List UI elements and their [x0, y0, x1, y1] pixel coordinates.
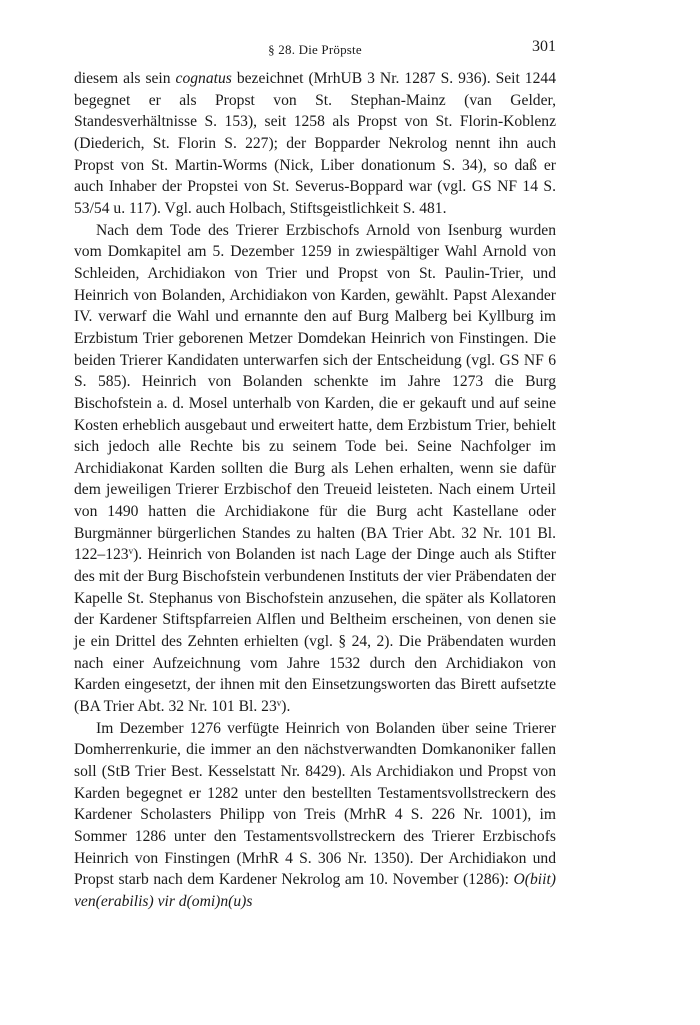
superscript: v — [128, 546, 134, 557]
paragraph-2 — [74, 220, 556, 718]
document-page — [74, 38, 556, 913]
italic-text: O(biit) ven(erabilis) vir d(omi)n(u)s — [74, 871, 556, 910]
running-title: § 28. Die Pröpste — [268, 42, 362, 57]
text-segment: ). — [281, 698, 291, 716]
text-segment: bezeichnet (MrhUB 3 Nr. 1287 S. 936). Seit 1244 begegnet er als Propst von St. Stephan-Mainz (van Gelder, Standesverhältnisse S. 153), seit 1258 als Propst von St. Florin-Koblenz (Diederich, St. Florin S. 227); der Bopparder Nekrolog nennt ihn auch Propst von St. Martin-Worms (Nick, Liber donationum S. 34), so daß er auch Inhaber der Propstei von St. Severus-Boppard war (vgl. GS NF 14 S. 53/54 u. 117). Vgl. auch Holbach, Stiftsgeistlichkeit S. 481. — [74, 70, 556, 217]
page-number: 301 — [532, 38, 556, 55]
text-segment: diesem als sein — [74, 70, 176, 87]
paragraph-1 — [74, 68, 556, 220]
text-segment: Im Dezember 1276 verfügte Heinrich von Bolanden über seine Trierer Domherrenkurie, die immer an den nächstverwandten Domkanoniker fallen soll (StB Trier Best. Kesselstatt Nr. 8429). Als Archidiakon und Propst von Karden begegnet er 1282 unter den bestellten Testamentsvollstreckern des Kardener Scholasters Philipp von Treis (MrhR 4 S. 226 Nr. 1001), im Sommer 1286 unter den Testamentsvollstreckern des Trierer Erzbischofs Heinrich von Finstingen (MrhR 4 S. 306 Nr. 1350). Der Archidiakon und Propst starb nach dem Kardener Nekrolog am 10. November (1286): — [74, 719, 556, 889]
superscript: v — [276, 698, 282, 709]
italic-text: cognatus — [175, 70, 232, 87]
text-segment: ). Heinrich von Bolanden ist nach Lage der Dinge auch als Stifter des mit der Burg Bischofstein verbundenen Instituts der vier Präbendaten der Kapelle St. Stephanus von Bischofstein anzusehen, die später als Kollatoren der Kardener Stiftspfarreien Alflen und Beltheim erscheinen, von denen sie je ein Drittel des Zehnten erhielten (vgl. § 24, 2). Die Präbendaten wurden nach einer Aufzeichnung vom Jahre 1532 durch den Archidiakon von Karden eingesetzt, der ihnen mit den Einsetzungsworten das Birett aufsetzte (BA Trier Abt. 32 Nr. 101 Bl. 23 — [74, 546, 556, 716]
text-segment: Nach dem Tode des Trierer Erzbischofs Arnold von Isenburg wurden vom Domkapitel am 5. Dezember 1259 in zwiespältiger Wahl Arnold von Schleiden, Archidiakon von Trier und Propst von St. Paulin-Trier, und Heinrich von Bolanden, Archidiakon von Karden, gewählt. Papst Alexander IV. verwarf die Wahl und ernannte den auf Burg Malberg bei Kyllburg im Erzbistum Trier geborenen Metzer Domdekan Heinrich von Finstingen. Die beiden Trierer Kandidaten unterwarfen sich der Entscheidung (vgl. GS NF 6 S. 585). Heinrich von Bolanden schenkte im Jahre 1273 die Burg Bischofstein a. d. Mosel unterhalb von Karden, die er gekauft und auf seine Kosten erheblich ausgebaut und erweitert hatte, dem Erzbistum Trier, behielt sich jedoch alle Rechte bis zu seinem Tode bei. Seine Nachfolger im Archidiakonat Karden sollten die Burg als Lehen erhalten, wenn sie dafür dem jeweiligen Trierer Erzbischof den Treueid leisteten. Nach einem Urteil von 1490 hatten die Archidiakone für die Burg acht Kastellane oder Burgmänner bürgerlichen Standes zu halten (BA Trier Abt. 32 Nr. 101 Bl. 122–123 — [74, 221, 556, 564]
running-head — [74, 38, 556, 64]
paragraph-3 — [74, 718, 556, 913]
body-text — [74, 68, 556, 913]
